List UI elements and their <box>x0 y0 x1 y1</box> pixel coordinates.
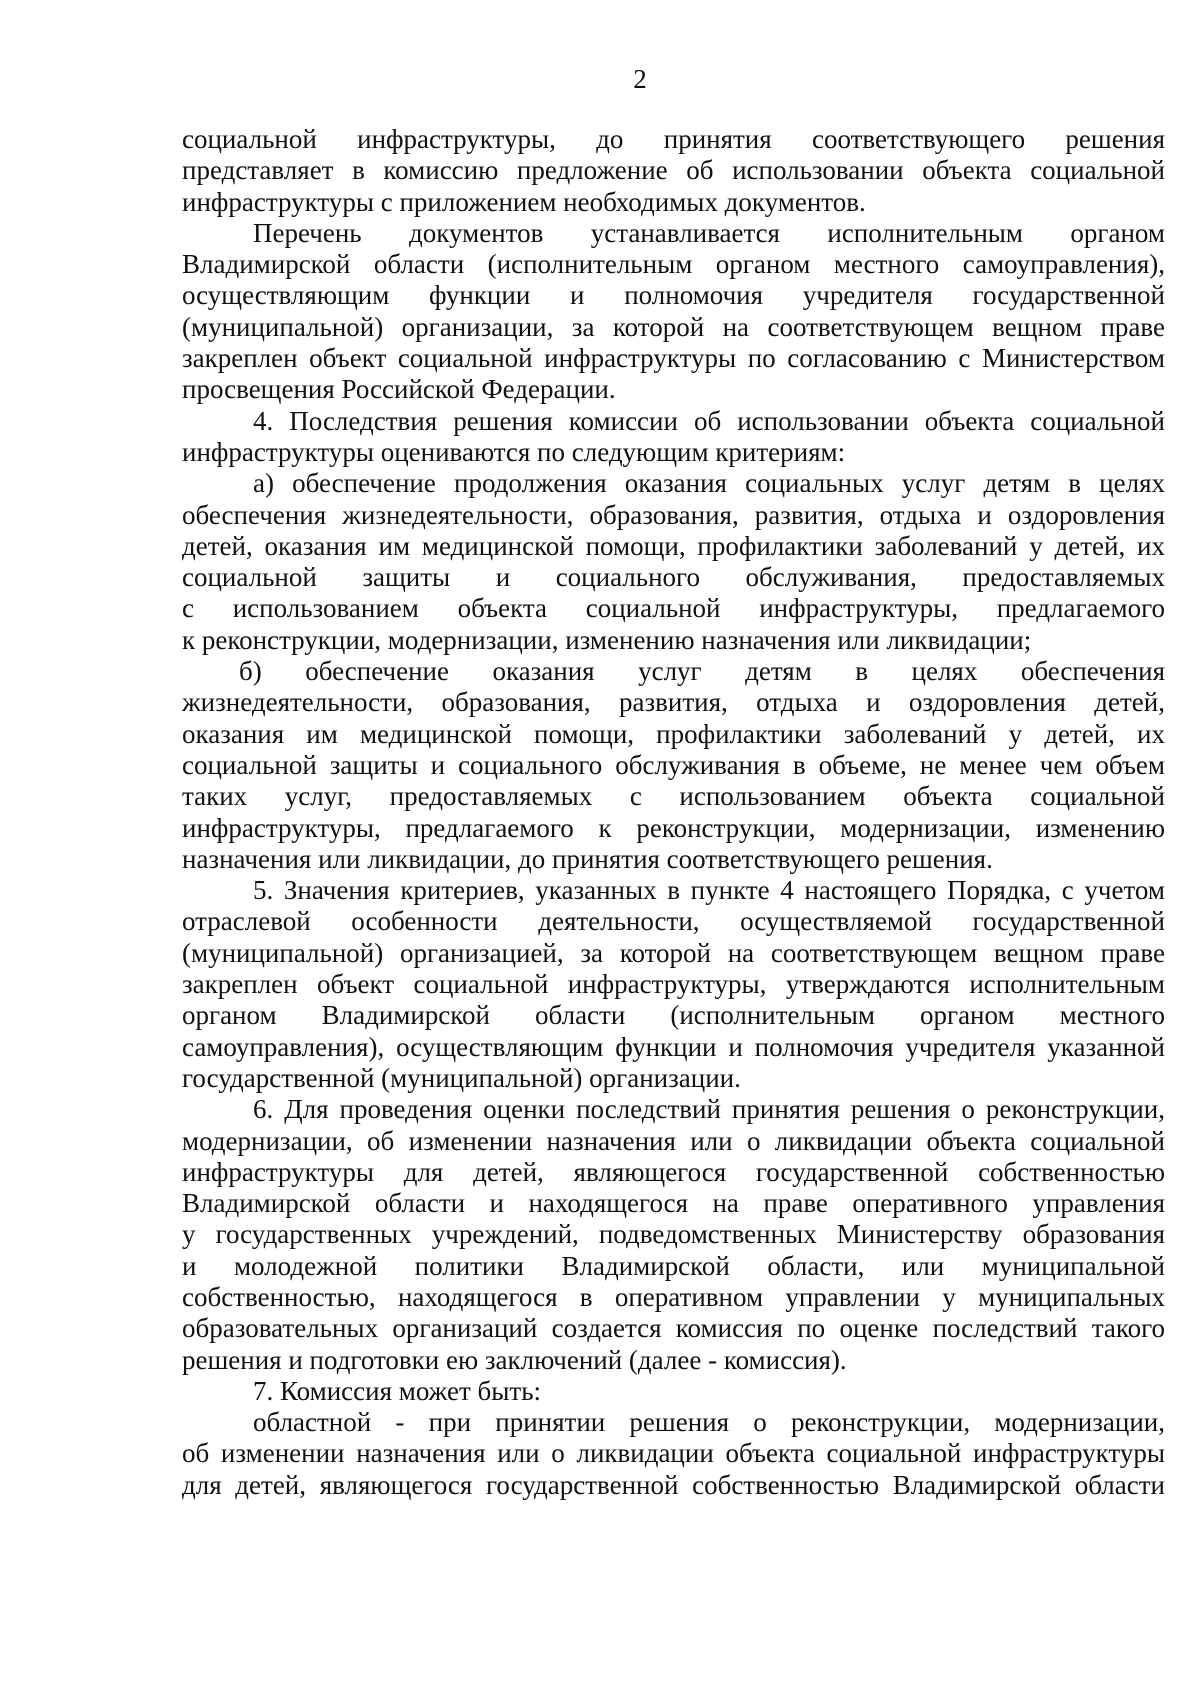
text-line: инфраструктуры, предлагаемого к реконструкции, модернизации, изменению <box>182 812 1165 843</box>
text-line: социальной защиты и социального обслуживания в объеме, не менее чем объем <box>182 749 1165 780</box>
text-line: социальной инфраструктуры, до принятия соответствующего решения <box>182 124 1165 154</box>
text-line: просвещения Российской Федерации. <box>182 374 616 405</box>
text-line: закреплен объект социальной инфраструктуры по согласованию с Министерством <box>182 343 1165 374</box>
text-line: осуществляющим функции и полномочия учредителя государственной <box>182 280 1165 311</box>
text-line: Владимирской области и находящегося на праве оперативного управления <box>182 1188 1165 1219</box>
text-line: закреплен объект социальной инфраструктуры, утверждаются исполнительным <box>182 969 1165 1000</box>
page-number: 2 <box>633 64 647 94</box>
text-line: обеспечения жизнедеятельности, образования, развития, отдыха и оздоровления <box>182 499 1165 530</box>
text-line: представляет в комиссию предложение об использовании объекта социальной <box>182 155 1165 186</box>
text-line: для детей, являющегося государственной собственностью Владимирской области <box>182 1469 1165 1500</box>
text-line: инфраструктуры для детей, являющегося государственной собственностью <box>182 1156 1165 1187</box>
text-line: органом Владимирской области (исполнительным органом местного <box>182 1000 1165 1031</box>
text-line: государственной (муниципальной) организации. <box>182 1062 741 1093</box>
text-line: 5. Значения критериев, указанных в пункте 4 настоящего Порядка, с учетом <box>253 875 1165 906</box>
text-line: инфраструктуры с приложением необходимых документов. <box>182 186 866 217</box>
text-line: собственностью, находящегося в оперативном управлении у муниципальных <box>182 1281 1165 1312</box>
text-line: оказания им медицинской помощи, профилактики заболеваний у детей, их <box>182 718 1165 749</box>
text-line: а) обеспечение продолжения оказания социальных услуг детям в целях <box>253 468 1165 499</box>
text-line: 6. Для проведения оценки последствий принятия решения о реконструкции, <box>253 1094 1165 1125</box>
text-line: образовательных организаций создается комиссия по оценке последствий такого <box>182 1313 1165 1344</box>
text-line: Перечень документов устанавливается исполнительным органом <box>253 217 1165 248</box>
text-line: об изменении назначения или о ликвидации объекта социальной инфраструктуры <box>182 1438 1165 1469</box>
text-line: областной - при принятии решения о реконструкции, модернизации, <box>253 1407 1165 1438</box>
text-line: (муниципальной) организации, за которой на соответствующем вещном праве <box>182 311 1165 342</box>
text-line: самоуправления), осуществляющим функции и полномочия учредителя указанной <box>182 1031 1165 1062</box>
text-line: б) обеспечение оказания услуг детям в целях обеспечения <box>239 656 1165 687</box>
text-line: модернизации, об изменении назначения или о ликвидации объекта социальной <box>182 1125 1165 1156</box>
text-line: таких услуг, предоставляемых с использованием объекта социальной <box>182 781 1165 812</box>
text-line: социальной защиты и социального обслуживания, предоставляемых <box>182 562 1165 593</box>
text-line: к реконструкции, модернизации, изменению назначения или ликвидации; <box>182 624 1032 655</box>
text-line: 7. Комиссия может быть: <box>253 1375 542 1406</box>
text-line: (муниципальной) организацией, за которой на соответствующем вещном праве <box>182 937 1165 968</box>
text-line: 4. Последствия решения комиссии об использовании объекта социальной <box>253 405 1165 436</box>
text-line: жизнедеятельности, образования, развития, отдыха и оздоровления детей, <box>182 687 1165 718</box>
text-line: решения и подготовки ею заключений (далее - комиссия). <box>182 1344 847 1375</box>
text-line: детей, оказания им медицинской помощи, профилактики заболеваний у детей, их <box>182 530 1165 561</box>
document-body <box>182 124 1165 1501</box>
text-line: у государственных учреждений, подведомственных Министерству образования <box>182 1219 1165 1250</box>
text-line: инфраструктуры оцениваются по следующим критериям: <box>182 436 846 467</box>
text-line: Владимирской области (исполнительным органом местного самоуправления), <box>182 249 1165 280</box>
text-line: назначения или ликвидации, до принятия соответствующего решения. <box>182 843 993 874</box>
text-line: с использованием объекта социальной инфраструктуры, предлагаемого <box>182 593 1165 624</box>
text-line: и молодежной политики Владимирской области, или муниципальной <box>182 1250 1165 1281</box>
text-line: отраслевой особенности деятельности, осуществляемой государственной <box>182 906 1165 937</box>
